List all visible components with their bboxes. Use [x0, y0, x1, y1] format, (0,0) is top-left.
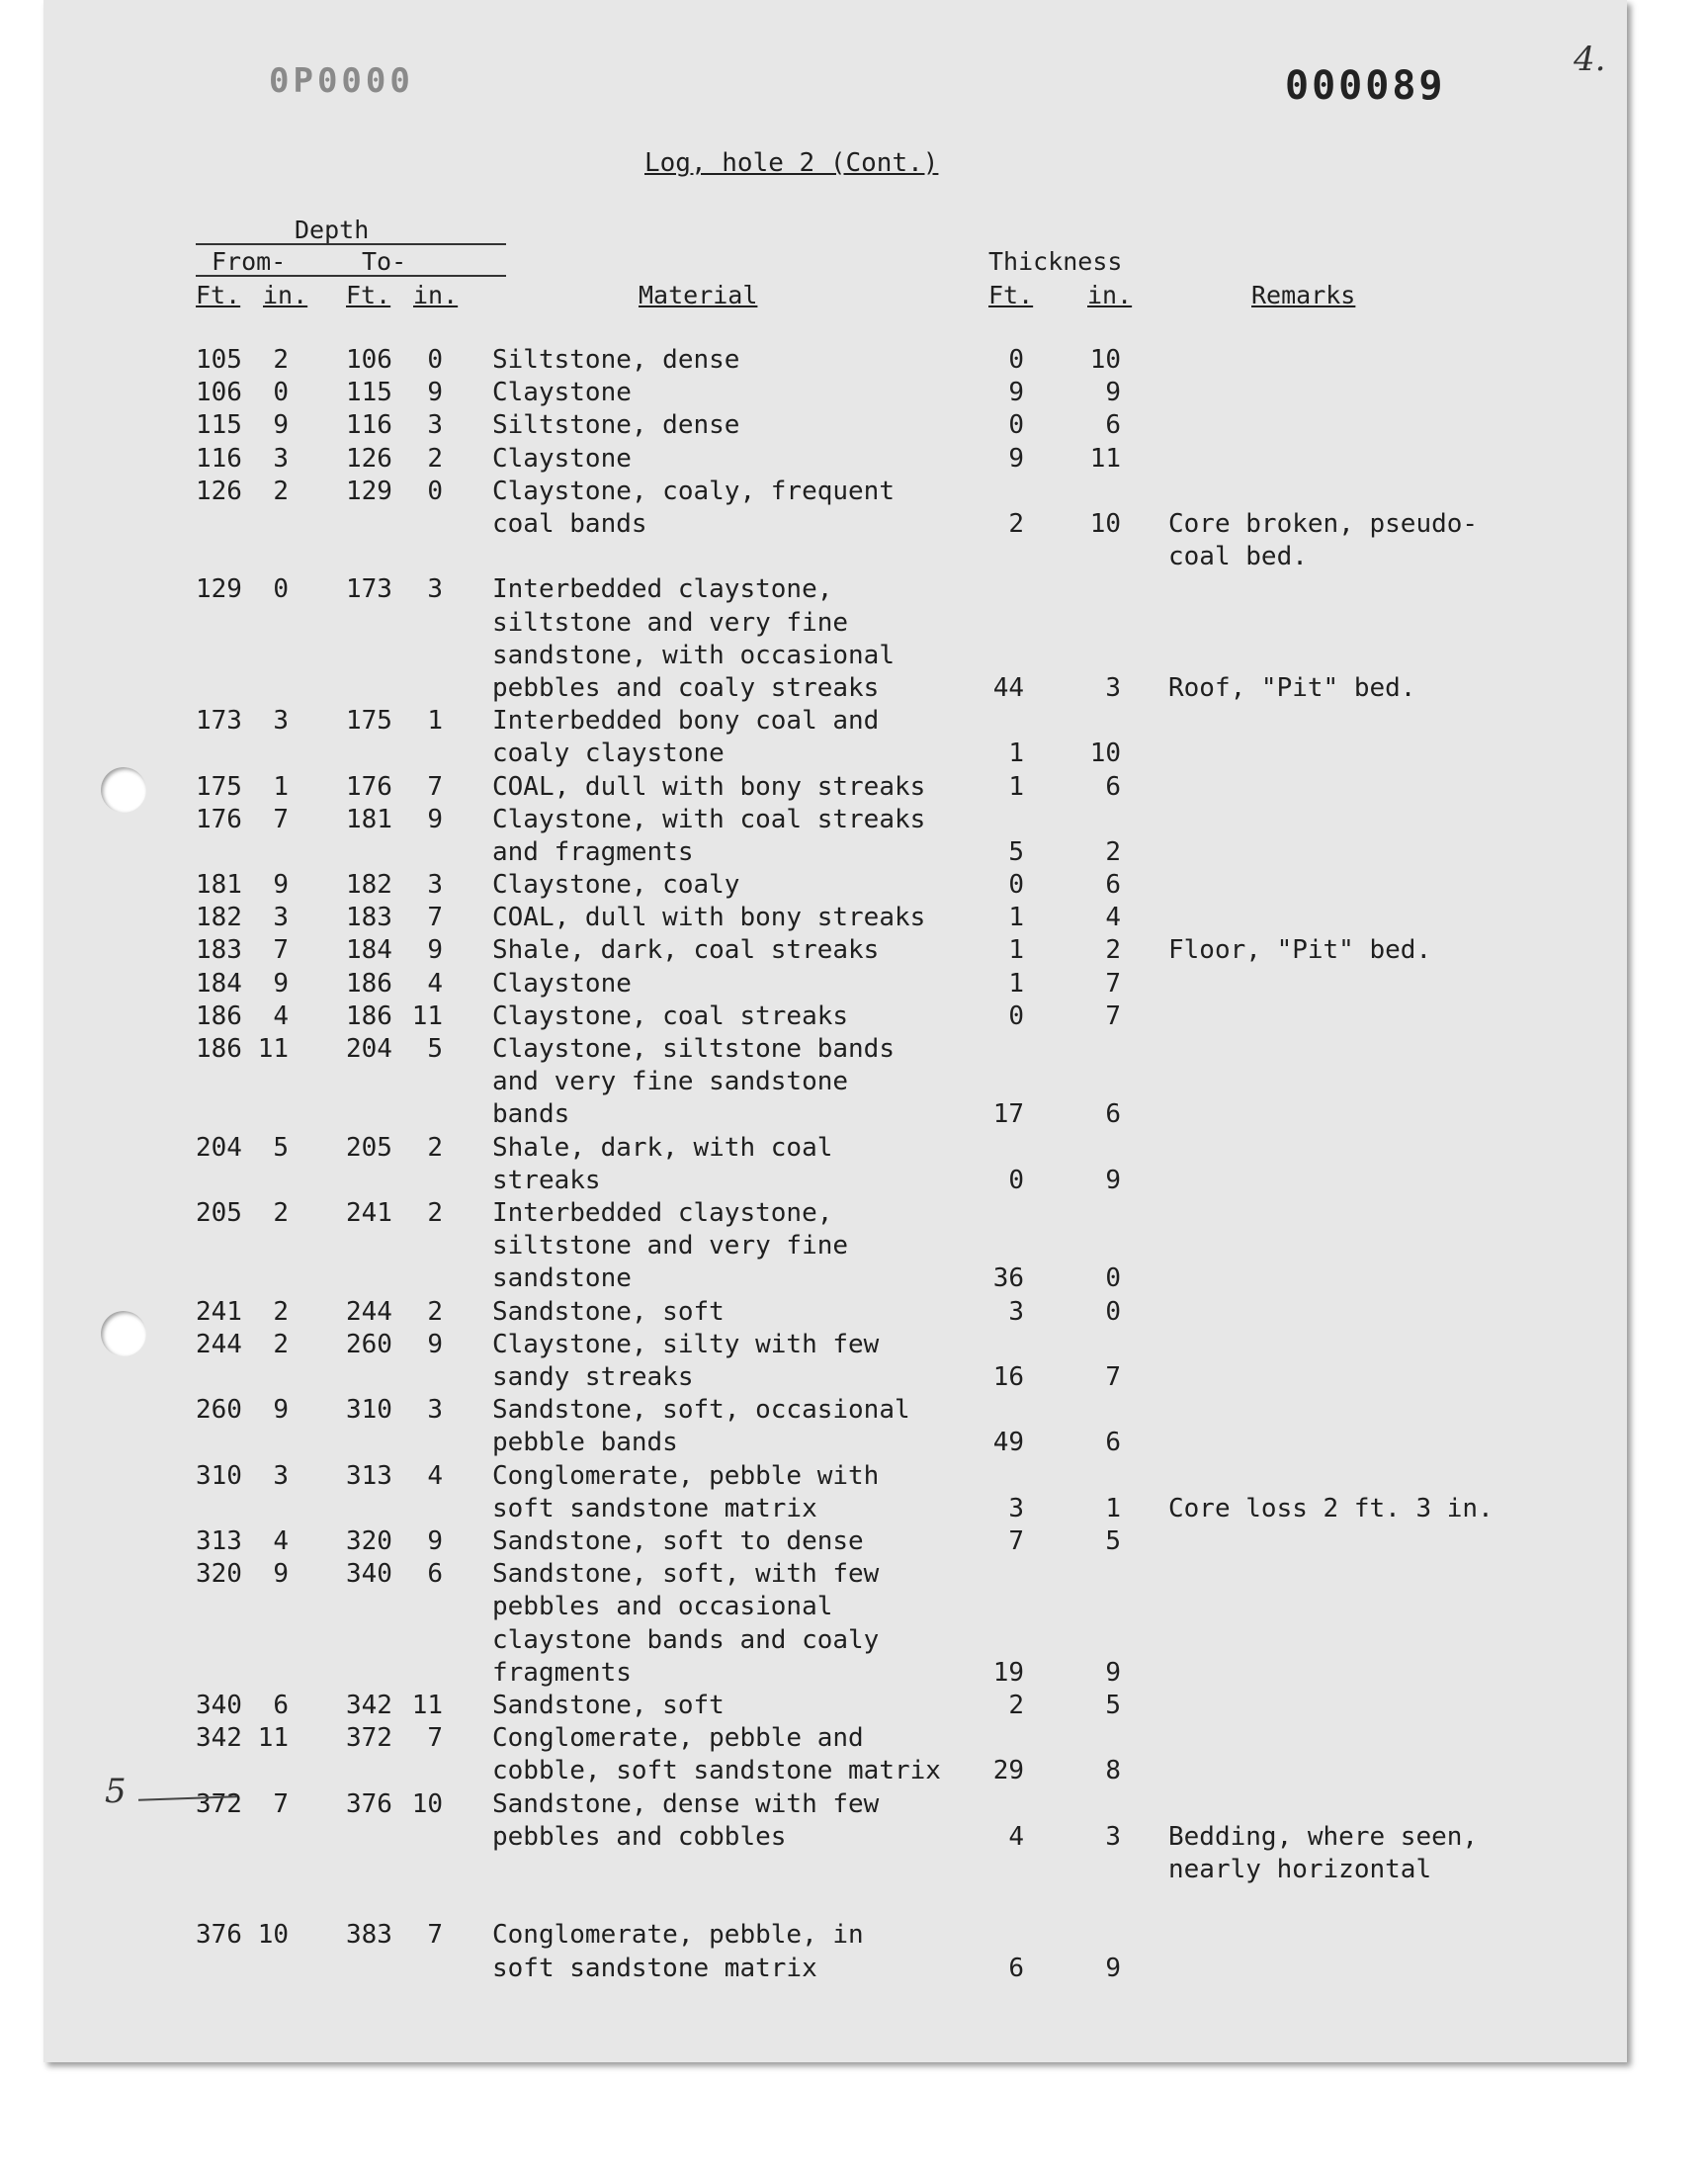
remarks-cell: coal bed.: [1168, 542, 1308, 572]
to-ft-header: Ft.: [346, 281, 391, 309]
to-ft-cell: 173: [346, 574, 392, 605]
thickness-in-header: in.: [1087, 281, 1133, 309]
material-cell: Claystone, coal streaks: [492, 1000, 849, 1031]
from-in-cell: 10: [257, 1920, 289, 1951]
material-cell: Claystone: [492, 378, 632, 408]
thickness-ft-cell: 1: [1008, 935, 1024, 966]
material-cell: fragments: [492, 1657, 632, 1688]
to-ft-cell: 342: [346, 1690, 392, 1720]
thickness-in-cell: 10: [1089, 345, 1121, 375]
to-ft-cell: 115: [346, 378, 392, 408]
material-cell: pebbles and cobbles: [492, 1821, 787, 1852]
thickness-in-cell: 6: [1105, 870, 1121, 901]
from-ft-cell: 186: [196, 1034, 242, 1065]
material-cell: claystone bands and coaly: [492, 1624, 880, 1655]
to-in-cell: 11: [411, 1000, 443, 1031]
thickness-ft-cell: 1: [1008, 968, 1024, 999]
thickness-ft-cell: 3: [1008, 1296, 1024, 1327]
thickness-ft-cell: 7: [1008, 1525, 1024, 1556]
thickness-ft-cell: 9: [1008, 378, 1024, 408]
thickness-in-cell: 9: [1105, 1657, 1121, 1688]
from-ft-cell: 310: [196, 1460, 242, 1491]
from-in-cell: 9: [273, 1559, 289, 1590]
to-ft-cell: 186: [346, 1000, 392, 1031]
material-cell: bands: [492, 1099, 570, 1130]
to-ft-cell: 340: [346, 1559, 392, 1590]
from-in-cell: 11: [257, 1034, 289, 1065]
to-ft-cell: 116: [346, 410, 392, 441]
material-cell: pebbles and coaly streaks: [492, 672, 880, 703]
thickness-ft-cell: 19: [992, 1657, 1024, 1688]
from-in-cell: 9: [273, 410, 289, 441]
remarks-cell: Roof, "Pit" bed.: [1168, 672, 1416, 703]
material-cell: streaks: [492, 1165, 601, 1195]
from-ft-cell: 175: [196, 771, 242, 802]
material-cell: Interbedded claystone,: [492, 574, 833, 605]
from-ft-cell: 129: [196, 574, 242, 605]
thickness-in-cell: 9: [1105, 378, 1121, 408]
table-row: [43, 573, 1627, 705]
to-in-cell: 5: [427, 1034, 443, 1065]
thickness-ft-cell: 16: [992, 1362, 1024, 1392]
remarks-cell: Core broken, pseudo-: [1168, 508, 1479, 539]
from-ft-cell: 241: [196, 1296, 242, 1327]
from-ft-cell: 244: [196, 1329, 242, 1359]
thickness-ft-cell: 49: [992, 1428, 1024, 1458]
table-row: [43, 1033, 1627, 1132]
material-cell: Siltstone, dense: [492, 410, 740, 441]
from-in-cell: 7: [273, 1788, 289, 1819]
from-to-rule: [196, 275, 506, 277]
depth-rule: [196, 243, 506, 245]
table-row: [43, 409, 1627, 442]
to-ft-cell: 186: [346, 968, 392, 999]
to-in-cell: 1: [427, 706, 443, 737]
from-ft-cell: 376: [196, 1920, 242, 1951]
thickness-ft-cell: 0: [1008, 870, 1024, 901]
table-row: [43, 1329, 1627, 1394]
remarks-cell: Core loss 2 ft. 3 in.: [1168, 1493, 1494, 1523]
thickness-ft-cell: 36: [992, 1263, 1024, 1294]
thickness-in-cell: 0: [1105, 1296, 1121, 1327]
material-cell: Sandstone, soft: [492, 1690, 725, 1720]
material-cell: coal bands: [492, 508, 647, 539]
to-ft-cell: 376: [346, 1788, 392, 1819]
table-row: [43, 804, 1627, 869]
to-in-cell: 2: [427, 443, 443, 474]
from-ft-cell: 116: [196, 443, 242, 474]
thickness-in-cell: 5: [1105, 1525, 1121, 1556]
from-ft-cell: 340: [196, 1690, 242, 1720]
from-ft-cell: 182: [196, 903, 242, 933]
to-ft-cell: 260: [346, 1329, 392, 1359]
thickness-ft-cell: 44: [992, 672, 1024, 703]
material-cell: sandstone: [492, 1263, 632, 1294]
thickness-in-cell: 7: [1105, 1000, 1121, 1031]
thickness-in-cell: 4: [1105, 903, 1121, 933]
thickness-ft-cell: 6: [1008, 1953, 1024, 1983]
from-ft-cell: 204: [196, 1132, 242, 1163]
from-ft-cell: 205: [196, 1198, 242, 1229]
thickness-ft-cell: 1: [1008, 739, 1024, 769]
material-cell: Claystone: [492, 443, 632, 474]
table-row: [43, 1296, 1627, 1329]
from-in-cell: 7: [273, 935, 289, 966]
from-ft-cell: 320: [196, 1559, 242, 1590]
thickness-ft-cell: 5: [1008, 836, 1024, 867]
remarks-cell: nearly horizontal: [1168, 1854, 1432, 1884]
from-ft-cell: 313: [196, 1525, 242, 1556]
material-cell: siltstone and very fine: [492, 1231, 849, 1262]
table-row: [43, 1690, 1627, 1722]
material-cell: siltstone and very fine: [492, 607, 849, 638]
from-ft-cell: 183: [196, 935, 242, 966]
material-cell: sandy streaks: [492, 1362, 694, 1392]
to-in-cell: 7: [427, 771, 443, 802]
table-row: [43, 1460, 1627, 1525]
to-in-cell: 4: [427, 1460, 443, 1491]
to-ft-cell: 182: [346, 870, 392, 901]
from-in-cell: 1: [273, 771, 289, 802]
from-in-cell: 2: [273, 345, 289, 375]
thickness-in-cell: 10: [1089, 508, 1121, 539]
material-cell: Conglomerate, pebble, in: [492, 1920, 864, 1951]
to-ft-cell: 183: [346, 903, 392, 933]
from-in-cell: 2: [273, 1296, 289, 1327]
to-ft-cell: 244: [346, 1296, 392, 1327]
thickness-header: Thickness: [988, 247, 1123, 276]
thickness-in-cell: 2: [1105, 836, 1121, 867]
from-ft-cell: 186: [196, 1000, 242, 1031]
to-in-cell: 9: [427, 935, 443, 966]
material-cell: and very fine sandstone: [492, 1067, 849, 1097]
material-cell: Claystone, coaly, frequent: [492, 476, 895, 506]
table-row: [43, 934, 1627, 967]
depth-header: Depth: [295, 216, 370, 244]
table-row: [43, 476, 1627, 574]
thickness-in-cell: 10: [1089, 739, 1121, 769]
from-ft-cell: 342: [196, 1723, 242, 1754]
table-row: [43, 771, 1627, 804]
to-ft-cell: 205: [346, 1132, 392, 1163]
table-row: [43, 1197, 1627, 1296]
to-ft-cell: 241: [346, 1198, 392, 1229]
material-cell: Shale, dark, coal streaks: [492, 935, 880, 966]
to-ft-cell: 175: [346, 706, 392, 737]
material-cell: pebbles and occasional: [492, 1592, 833, 1622]
to-ft-cell: 383: [346, 1920, 392, 1951]
thickness-ft-cell: 2: [1008, 508, 1024, 539]
from-header: From-: [212, 247, 287, 276]
material-cell: Claystone, siltstone bands: [492, 1034, 895, 1065]
thickness-in-cell: 3: [1105, 1821, 1121, 1852]
thickness-in-cell: 11: [1089, 443, 1121, 474]
from-in-cell: 3: [273, 443, 289, 474]
page-title: Log, hole 2 (Cont.): [644, 148, 939, 178]
thickness-in-cell: 6: [1105, 771, 1121, 802]
material-cell: soft sandstone matrix: [492, 1493, 817, 1523]
to-in-cell: 3: [427, 1395, 443, 1426]
material-cell: Interbedded bony coal and: [492, 706, 880, 737]
material-cell: and fragments: [492, 836, 694, 867]
from-ft-cell: 260: [196, 1395, 242, 1426]
material-cell: Siltstone, dense: [492, 345, 740, 375]
thickness-in-cell: 0: [1105, 1263, 1121, 1294]
material-cell: pebble bands: [492, 1428, 678, 1458]
document-page: [43, 0, 1627, 2062]
material-cell: soft sandstone matrix: [492, 1953, 817, 1983]
thickness-ft-cell: 0: [1008, 1000, 1024, 1031]
to-ft-cell: 126: [346, 443, 392, 474]
thickness-in-cell: 9: [1105, 1165, 1121, 1195]
to-in-cell: 2: [427, 1296, 443, 1327]
from-ft-header: Ft.: [196, 281, 241, 309]
table-row: [43, 1525, 1627, 1558]
from-ft-cell: 126: [196, 476, 242, 506]
from-in-cell: 5: [273, 1132, 289, 1163]
to-in-cell: 2: [427, 1198, 443, 1229]
from-in-header: in.: [263, 281, 308, 309]
material-cell: Claystone: [492, 968, 632, 999]
from-in-cell: 9: [273, 870, 289, 901]
thickness-ft-cell: 2: [1008, 1690, 1024, 1720]
to-in-cell: 7: [427, 1920, 443, 1951]
material-cell: Interbedded claystone,: [492, 1198, 833, 1229]
from-in-cell: 9: [273, 968, 289, 999]
from-in-cell: 0: [273, 378, 289, 408]
thickness-in-cell: 2: [1105, 935, 1121, 966]
thickness-ft-cell: 0: [1008, 1165, 1024, 1195]
thickness-ft-cell: 0: [1008, 345, 1024, 375]
from-in-cell: 7: [273, 804, 289, 834]
from-in-cell: 3: [273, 1460, 289, 1491]
thickness-in-cell: 1: [1105, 1493, 1121, 1523]
table-row: [43, 1132, 1627, 1197]
thickness-ft-header: Ft.: [988, 281, 1034, 309]
from-ft-cell: 106: [196, 378, 242, 408]
to-in-header: in.: [413, 281, 459, 309]
to-in-cell: 3: [427, 870, 443, 901]
from-in-cell: 3: [273, 903, 289, 933]
from-ft-cell: 115: [196, 410, 242, 441]
thickness-ft-cell: 17: [992, 1099, 1024, 1130]
thickness-ft-cell: 1: [1008, 903, 1024, 933]
table-row: [43, 1394, 1627, 1459]
table-row: [43, 1722, 1627, 1787]
from-in-cell: 11: [257, 1723, 289, 1754]
from-in-cell: 0: [273, 574, 289, 605]
table-row: [43, 902, 1627, 934]
material-cell: Claystone, coaly: [492, 870, 740, 901]
thickness-in-cell: 6: [1105, 1099, 1121, 1130]
from-in-cell: 9: [273, 1395, 289, 1426]
thickness-ft-cell: 3: [1008, 1493, 1024, 1523]
binder-hole: [101, 1311, 146, 1356]
to-ft-cell: 184: [346, 935, 392, 966]
from-ft-cell: 372: [196, 1788, 242, 1819]
handwritten-page-mark: 4.: [1574, 40, 1606, 79]
from-ft-cell: 184: [196, 968, 242, 999]
from-ft-cell: 105: [196, 345, 242, 375]
from-ft-cell: 181: [196, 870, 242, 901]
material-cell: Sandstone, soft to dense: [492, 1525, 864, 1556]
material-cell: Shale, dark, with coal: [492, 1132, 833, 1163]
to-ft-cell: 106: [346, 345, 392, 375]
material-cell: COAL, dull with bony streaks: [492, 903, 926, 933]
material-header: Material: [639, 281, 758, 309]
to-in-cell: 6: [427, 1559, 443, 1590]
to-ft-cell: 181: [346, 804, 392, 834]
handwritten-margin-mark: 5: [105, 1772, 127, 1811]
table-row: [43, 1558, 1627, 1690]
material-cell: Conglomerate, pebble with: [492, 1460, 880, 1491]
material-cell: Sandstone, dense with few: [492, 1788, 880, 1819]
to-ft-cell: 310: [346, 1395, 392, 1426]
table-row: [43, 1788, 1627, 1887]
thickness-ft-cell: 0: [1008, 410, 1024, 441]
table-row: [43, 1919, 1627, 1984]
to-in-cell: 3: [427, 410, 443, 441]
thickness-in-cell: 8: [1105, 1756, 1121, 1786]
to-ft-cell: 129: [346, 476, 392, 506]
to-in-cell: 7: [427, 1723, 443, 1754]
table-row: [43, 968, 1627, 1000]
from-in-cell: 3: [273, 706, 289, 737]
material-cell: cobble, soft sandstone matrix: [492, 1756, 941, 1786]
table-row: [43, 344, 1627, 377]
to-header: To-: [362, 247, 407, 276]
to-in-cell: 2: [427, 1132, 443, 1163]
thickness-ft-cell: 9: [1008, 443, 1024, 474]
table-row: [43, 443, 1627, 476]
to-ft-cell: 176: [346, 771, 392, 802]
thickness-ft-cell: 4: [1008, 1821, 1024, 1852]
to-ft-cell: 320: [346, 1525, 392, 1556]
to-in-cell: 0: [427, 476, 443, 506]
table-row: [43, 377, 1627, 409]
material-cell: coaly claystone: [492, 739, 725, 769]
to-ft-cell: 204: [346, 1034, 392, 1065]
to-in-cell: 4: [427, 968, 443, 999]
to-in-cell: 11: [411, 1690, 443, 1720]
remarks-header: Remarks: [1251, 281, 1356, 309]
table-row: [43, 869, 1627, 902]
thickness-in-cell: 6: [1105, 410, 1121, 441]
to-in-cell: 9: [427, 804, 443, 834]
to-ft-cell: 372: [346, 1723, 392, 1754]
from-ft-cell: 173: [196, 706, 242, 737]
material-cell: sandstone, with occasional: [492, 640, 895, 670]
table-row: [43, 1000, 1627, 1033]
material-cell: Sandstone, soft, with few: [492, 1559, 880, 1590]
to-in-cell: 9: [427, 1525, 443, 1556]
material-cell: Sandstone, soft: [492, 1296, 725, 1327]
thickness-ft-cell: 1: [1008, 771, 1024, 802]
from-ft-cell: 176: [196, 804, 242, 834]
thickness-in-cell: 7: [1105, 968, 1121, 999]
to-in-cell: 3: [427, 574, 443, 605]
to-ft-cell: 313: [346, 1460, 392, 1491]
from-in-cell: 6: [273, 1690, 289, 1720]
thickness-in-cell: 5: [1105, 1690, 1121, 1720]
to-in-cell: 0: [427, 345, 443, 375]
material-cell: COAL, dull with bony streaks: [492, 771, 926, 802]
thickness-in-cell: 7: [1105, 1362, 1121, 1392]
to-in-cell: 7: [427, 903, 443, 933]
to-in-cell: 10: [411, 1788, 443, 1819]
to-in-cell: 9: [427, 1329, 443, 1359]
thickness-in-cell: 6: [1105, 1428, 1121, 1458]
from-in-cell: 2: [273, 476, 289, 506]
thickness-in-cell: 3: [1105, 672, 1121, 703]
remarks-cell: Floor, "Pit" bed.: [1168, 935, 1432, 966]
material-cell: Claystone, with coal streaks: [492, 804, 926, 834]
document-number-stamp: 000089: [1285, 63, 1446, 109]
from-in-cell: 4: [273, 1525, 289, 1556]
binder-hole: [101, 767, 146, 813]
remarks-cell: Bedding, where seen,: [1168, 1821, 1479, 1852]
faded-stamp-number: 0P0000: [269, 61, 414, 101]
table-row: [43, 705, 1627, 770]
to-in-cell: 9: [427, 378, 443, 408]
from-in-cell: 2: [273, 1198, 289, 1229]
material-cell: Conglomerate, pebble and: [492, 1723, 864, 1754]
material-cell: Sandstone, soft, occasional: [492, 1395, 910, 1426]
from-in-cell: 2: [273, 1329, 289, 1359]
log-table: [43, 344, 1627, 1985]
thickness-in-cell: 9: [1105, 1953, 1121, 1983]
from-in-cell: 4: [273, 1000, 289, 1031]
thickness-ft-cell: 29: [992, 1756, 1024, 1786]
material-cell: Claystone, silty with few: [492, 1329, 880, 1359]
